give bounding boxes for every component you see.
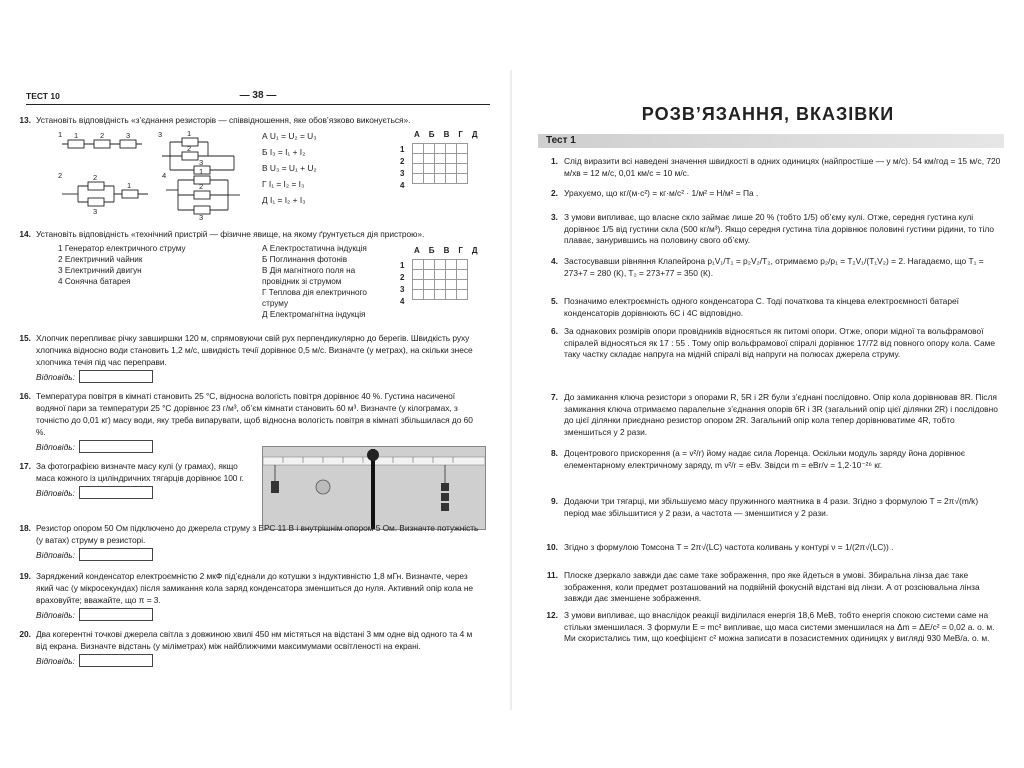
solution-5	[551, 296, 1004, 319]
q13-options	[262, 128, 317, 208]
device-item: 4 Сонячна батарея	[58, 277, 131, 286]
option-c: В U₃ = U₁ + U₂	[262, 163, 317, 173]
svg-text:3: 3	[126, 131, 131, 140]
solution-text: З умови випливає, що власне скло займає лише 20 % (тобто 1/5) об’єму кулі. Отже, середня густина кулі дорівнює 1/5 від густини скла (500 кг/м³). Якщо середня густина тіла дорівнює половині густини рідини, то тіло плаває, занурившись на половину свого об’єму.	[564, 212, 994, 246]
answer-label: Відповідь:	[36, 655, 75, 666]
solution-text: За однакових розмірів опори провідників відносяться як питомі опори. Отже, опори мідної та вольфрамової спіралей відносяться як 17 : 55 . Тому опір вольфрамової спіралі дорівнює 17/72 від повного опору кола. Саме таку частку складає напруга на мідній спіралі від напруги на полюсах джерела струму.	[564, 326, 996, 360]
solution-text: До замикання ключа резистори з опорами R, 5R і 2R були з’єднані послідовно. Опір кола дорівнював 8R. Після замикання ключа отримаємо паралельне з’єднання опорів 6R і 3R (загальний опір цієї ділянки 2R) і послідовно до цієї ділянки приєднано резистор опором 2R. Загальний опір кола тепер дорівнюватиме 4R, тобто зменшиться у 2 рази.	[564, 392, 998, 437]
solution-text: Урахуємо, що кг/(м·с²) = кг·м/с² · 1/м² = Н/м² = Па .	[564, 188, 759, 198]
device-item: 1 Генератор електричного струму	[58, 244, 186, 253]
svg-text:3: 3	[199, 158, 204, 167]
svg-text:1: 1	[127, 181, 132, 190]
test-label: Тест 1	[546, 135, 576, 146]
circuit-label-4: 4	[162, 171, 167, 180]
solution-text: З умови випливає, що внаслідок реакції виділилася енергія 18,6 MeB, тобто енергія спокою системи саме на стільки зменшилася. З формули E = mc² випливає, що маса системи зменшилася на Δm = ΔE/c² = 0,02 а. о. м. Ми скористались тим, що коефіцієнт c² можна записати в позасистемних одиницях у вигляді 930 MeB/а. о. м.	[564, 610, 995, 644]
solution-number: 4.	[551, 256, 558, 266]
answer-box[interactable]	[79, 440, 153, 453]
question-number: 19.	[19, 571, 31, 581]
question-14	[19, 228, 482, 240]
solution-text: Згідно з формулою Томсона T = 2π√(LC) частота коливань у контурі ν = 1/(2π√(LC)) .	[564, 542, 894, 552]
option-b: Б I₃ = I₁ + I₂	[262, 147, 306, 157]
option-a: А U₁ = U₂ = U₃	[262, 131, 317, 141]
grid-row-label: 2	[400, 273, 405, 282]
answer-row	[36, 370, 482, 383]
resistor-circuits-diagram	[58, 128, 258, 220]
phenomenon-item: А Електростатична індукція	[262, 244, 367, 253]
solution-number: 1.	[551, 156, 558, 166]
solution-9	[551, 496, 1004, 519]
solution-number: 10.	[546, 542, 558, 552]
question-text: За фотографією визначте масу кулі (у грамах), якщо маса кожного із циліндричних тягарців дорівнює 100 г.	[36, 461, 244, 483]
grid-row-label: 3	[400, 169, 405, 178]
question-text: Хлопчик перепливає річку завширшки 120 м, спрямовуючи свій рух перпендикулярно до берегів. Швидкість руху хлопчика відносно води становить 1,2 м/с, швидкість течії дорівнює 0,5 м/с. Визначте (у метрах), на скільки знесе хлопчика течія під час переправи.	[36, 333, 473, 367]
solution-6	[551, 326, 1004, 361]
solution-number: 8.	[551, 448, 558, 458]
answer-label: Відповідь:	[36, 549, 75, 560]
solution-text: Плоске дзеркало завжди дає саме таке зображення, про яке йдеться в умові. Збиральна лінза дає таке зображення, коли предмет розташований на подвійній фокусній відстані від лінзи. А от розсіювальна лінза завжди дає зменшене зображення.	[564, 570, 980, 604]
answer-box[interactable]	[79, 370, 153, 383]
grid-header: А Б В Г Д	[414, 246, 482, 255]
solution-8	[551, 448, 1004, 471]
svg-text:3: 3	[199, 213, 204, 220]
circuit-label-3: 3	[158, 130, 163, 139]
svg-text:1: 1	[187, 129, 192, 138]
q13-answer-grid[interactable]	[400, 130, 482, 190]
grid-row-label: 1	[400, 261, 405, 270]
solution-7	[551, 392, 1004, 438]
answer-label: Відповідь:	[36, 371, 75, 382]
header-page-number: — 38 —	[239, 90, 277, 101]
solution-number: 6.	[551, 326, 558, 336]
solution-number: 2.	[551, 188, 558, 198]
answer-box[interactable]	[79, 548, 153, 561]
question-13	[19, 114, 482, 126]
grid-cells[interactable]	[412, 259, 468, 300]
solution-number: 12.	[546, 610, 558, 620]
solution-text: Додаючи три тягарці, ми збільшуємо масу пружинного маятника в 4 рази. Згідно з формулою T = 2π√(m/k) період має збільшитися у 2 рази, а частота — зменшитися у 2 рази.	[564, 496, 979, 518]
q14-devices	[58, 243, 253, 287]
solution-10	[546, 542, 1004, 554]
question-text: Заряджений конденсатор електроємністю 2 мкФ під’єднали до котушки з індуктивністю 1,8 мГн. Визначте, через який час (у мікросекундах) після замикання кола заряд конденсатора зменшиться до нуля. Активний опір кола не враховуйте; вважайте, що π = 3.	[36, 571, 474, 605]
question-number: 15.	[19, 333, 31, 343]
solution-number: 7.	[551, 392, 558, 402]
answer-label: Відповідь:	[36, 487, 75, 498]
solution-text: Доцентрового прискорення (a = v²/r) йому надає сила Лоренца. Оскільки модуль заряду йона дорівнює елементарному електричному заряду, m v²/r = eBv. Звідси m = eBr/v = 1,2·10⁻²⁶ кг.	[564, 448, 966, 470]
question-number: 13.	[19, 115, 31, 125]
lever-balance-photo	[262, 446, 486, 530]
phenomenon-item: Г Теплова дія електричного струму	[262, 288, 367, 308]
solution-number: 11.	[546, 570, 558, 580]
question-text: Установіть відповідність «з’єднання резисторів — співвідношення, яке обов’язково виконується».	[36, 115, 411, 125]
grid-cells[interactable]	[412, 143, 468, 184]
question-text: Два когерентні точкові джерела світла з довжиною хвилі 450 нм містяться на відстані 3 мм одне від одного та 4 м від екрана. Визначте відстань (у міліметрах) між найближчими максимумами освітленості на екрані.	[36, 629, 473, 651]
grid-row-label: 4	[400, 181, 405, 190]
answer-box[interactable]	[79, 654, 153, 667]
answer-box[interactable]	[79, 486, 153, 499]
solution-4	[551, 256, 1004, 279]
phenomenon-item: Д Електромагнітна індукція	[262, 310, 366, 319]
solutions-title: РОЗВ’ЯЗАННЯ, ВКАЗІВКИ	[641, 104, 895, 124]
solution-text: Позначимо електроємність одного конденсатора C. Тоді початкова та кінцева електроємності батареї конденсаторів дорівнюють 6C і 4C відповідно.	[564, 296, 959, 318]
answer-label: Відповідь:	[36, 609, 75, 620]
q14-answer-grid[interactable]	[400, 246, 482, 306]
option-e: Д I₁ = I₂ + I₃	[262, 195, 306, 205]
solution-11	[546, 570, 1004, 605]
solution-3	[551, 212, 1004, 247]
answer-label: Відповідь:	[36, 441, 75, 452]
phenomenon-item: В Дія магнітного поля на провідник зі струмом	[262, 266, 356, 286]
question-text: Резистор опором 50 Ом підключено до джерела струму з ЕРС 11 В і внутрішнім опором 5 Ом. Визначте потужність (у ватах) струму в резисторі.	[36, 523, 479, 545]
grid-row-label: 1	[400, 145, 405, 154]
question-15	[19, 332, 482, 383]
question-text: Установіть відповідність «технічний пристрій — фізичне явище, на якому ґрунтується дія пристрою».	[36, 229, 425, 239]
svg-text:1: 1	[74, 131, 79, 140]
question-number: 16.	[19, 391, 31, 401]
question-number: 14.	[19, 229, 31, 239]
header-test-label: ТЕСТ 10	[26, 91, 60, 101]
circuit-label-2: 2	[58, 171, 63, 180]
solution-12	[546, 610, 1004, 645]
question-number: 20.	[19, 629, 31, 639]
question-number: 18.	[19, 523, 31, 533]
question-18	[19, 522, 482, 561]
answer-box[interactable]	[79, 608, 153, 621]
question-20	[19, 628, 482, 667]
question-text: Температура повітря в кімнаті становить 25 °С, відносна вологість повітря дорівнює 40 %. Густина насиченої водяної пари за температури 25 °С дорівнює 23 г/м³, об’єм кімнати становить 60 м³. Визначте (у кілограмах, з точністю до 0,01 кг) масу води, яку треба випарувати, щоб відносна вологість повітря в кімнаті збільшилася до 60 %.	[36, 391, 473, 437]
svg-text:2: 2	[187, 144, 192, 153]
device-item: 2 Електричний чайник	[58, 255, 143, 264]
svg-text:2: 2	[93, 173, 98, 182]
svg-text:2: 2	[100, 131, 105, 140]
answer-row	[36, 608, 482, 621]
test-bar	[538, 134, 1004, 148]
right-page	[512, 0, 1024, 768]
grid-header: А Б В Г Д	[414, 130, 482, 139]
q14-phenomena	[262, 243, 392, 320]
solution-text: Застосувавши рівняння Клапейрона p₁V₁/T₁ = p₂V₂/T₂, отримаємо p₂/p₁ = T₂V₁/(T₁V₂) = 2. Нагадаємо, що T₁ = 273+7 = 280 (К), T₂ = 273+77 = 350 (К).	[564, 256, 984, 278]
answer-row	[36, 654, 482, 667]
answer-row	[36, 486, 250, 499]
solution-number: 9.	[551, 496, 558, 506]
grid-row-label: 2	[400, 157, 405, 166]
phenomenon-item: Б Поглинання фотонів	[262, 255, 348, 264]
question-16	[19, 390, 482, 453]
solution-1	[551, 156, 1004, 179]
grid-row-label: 3	[400, 285, 405, 294]
answer-row	[36, 548, 482, 561]
solution-text: Слід виразити всі наведені значення швидкості в одних одиницях (найпростіше — у м/с). 54 км/год = 15 м/с, 720 м/хв = 12 м/с, 0,01 км/с = 10 м/с.	[564, 156, 1001, 178]
option-d: Г I₁ = I₂ = I₃	[262, 179, 305, 189]
question-19	[19, 570, 482, 621]
grid-row-label: 4	[400, 297, 405, 306]
question-number: 17.	[19, 461, 31, 471]
question-17	[19, 460, 250, 499]
solution-number: 5.	[551, 296, 558, 306]
device-item: 3 Електричний двигун	[58, 266, 142, 275]
svg-text:1: 1	[199, 167, 204, 176]
solution-2	[551, 188, 1004, 200]
svg-text:3: 3	[93, 207, 98, 216]
svg-text:2: 2	[199, 182, 204, 191]
page-header	[26, 90, 490, 105]
circuit-label-1: 1	[58, 130, 63, 139]
solution-number: 3.	[551, 212, 558, 222]
